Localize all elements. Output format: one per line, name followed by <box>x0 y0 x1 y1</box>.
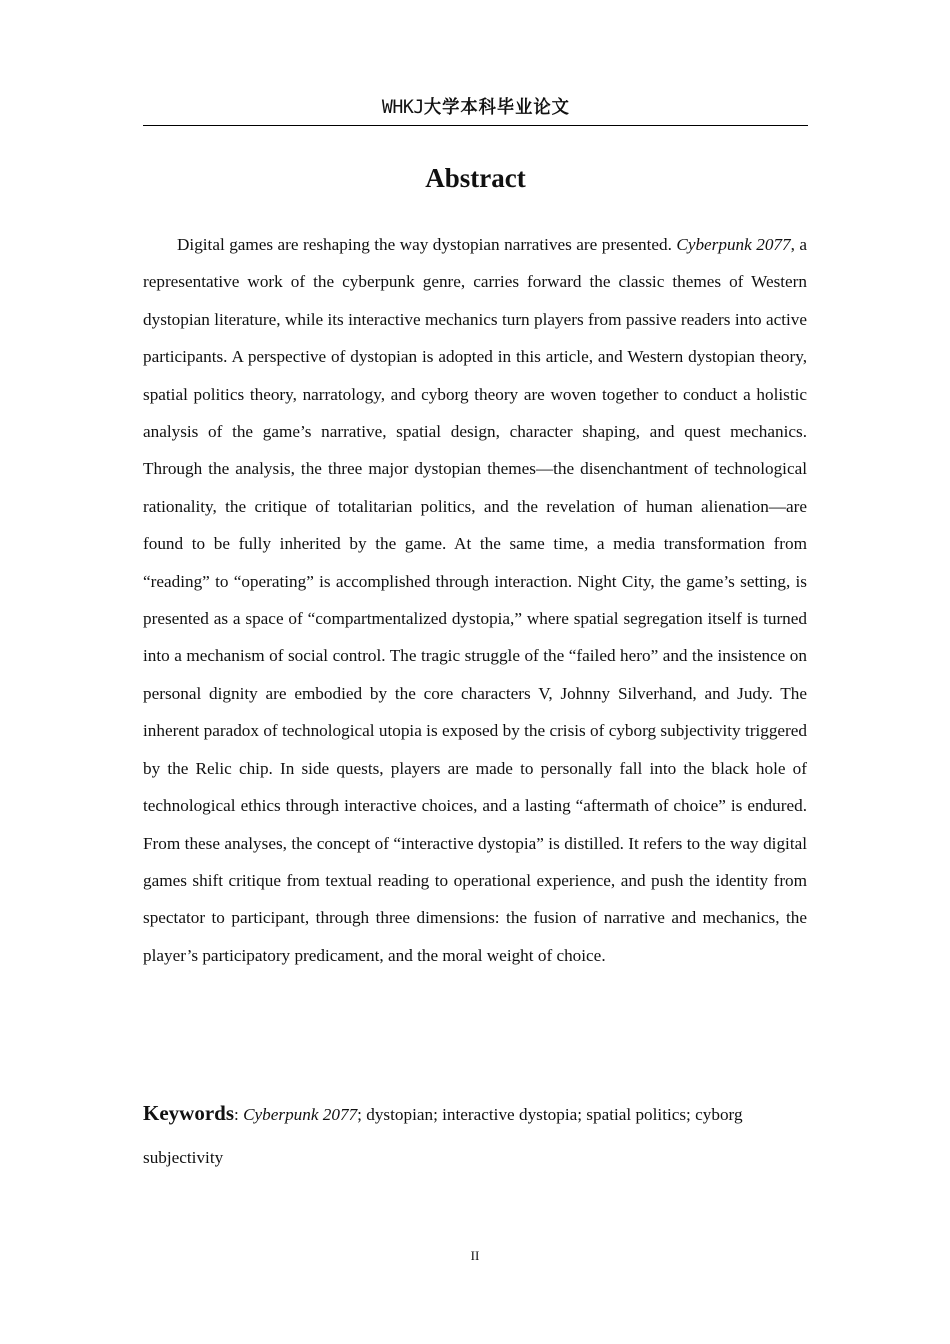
keywords-game-title: Cyberpunk 2077 <box>243 1105 358 1124</box>
keywords-list: ; dystopian; interactive dystopia; spatial politics; cyborg subjectivity <box>143 1105 743 1167</box>
keywords-label: Keywords <box>143 1101 234 1125</box>
page-number: II <box>470 1248 480 1263</box>
abstract-title: Abstract <box>425 163 526 193</box>
keywords-section <box>143 1092 807 1179</box>
abstract-text-part2: , a representative work of the cyberpunk genre, carries forward the classic themes of Western dystopian literature, while its interactive mechanics turn players from passive readers into active participants. A perspective of dystopian is adopted in this article, and Western dystopian theory, spatial politics theory, narratology, and cyborg theory are woven together to conduct a holistic analysis of the game’s narrative, spatial design, character shaping, and quest mechanics. Through the analysis, the three major dystopian themes—the disenchantment of technological rationality, the critique of totalitarian politics, and the revelation of human alienation—are found to be fully inherited by the game. At the same time, a media transformation from “reading” to “operating” is accomplished through interaction. Night City, the game’s setting, is presented as a space of “compartmentalized dystopia,” where spatial segregation itself is turned into a mechanism of social control. The tragic struggle of the “failed hero” and the insistence on personal dignity are embodied by the core characters V, Johnny Silverhand, and Judy. The inherent paradox of technological utopia is exposed by the crisis of cyborg subjectivity triggered by the Relic chip. In side quests, players are made to personally fall into the black hole of technological ethics through interactive choices, and a lasting “aftermath of choice” is endured. From these analyses, the concept of “interactive dystopia” is distilled. It refers to the way digital games shift critique from textual reading to operational experience, and push the identity from spectator to participant, through three dimensions: the fusion of narrative and mechanics, the player’s participatory predicament, and the moral weight of choice. <box>143 235 807 965</box>
abstract-text-part1: Digital games are reshaping the way dystopian narratives are presented. <box>177 235 677 254</box>
abstract-game-title: Cyberpunk 2077 <box>676 235 791 254</box>
abstract-paragraph <box>143 226 807 974</box>
keywords-separator: : <box>234 1105 244 1124</box>
header-title <box>382 92 570 124</box>
header-school-cjk: 大学本科毕业论文 <box>423 97 570 118</box>
header-school-latin: WHKJ <box>381 96 424 118</box>
page-header <box>143 92 808 126</box>
